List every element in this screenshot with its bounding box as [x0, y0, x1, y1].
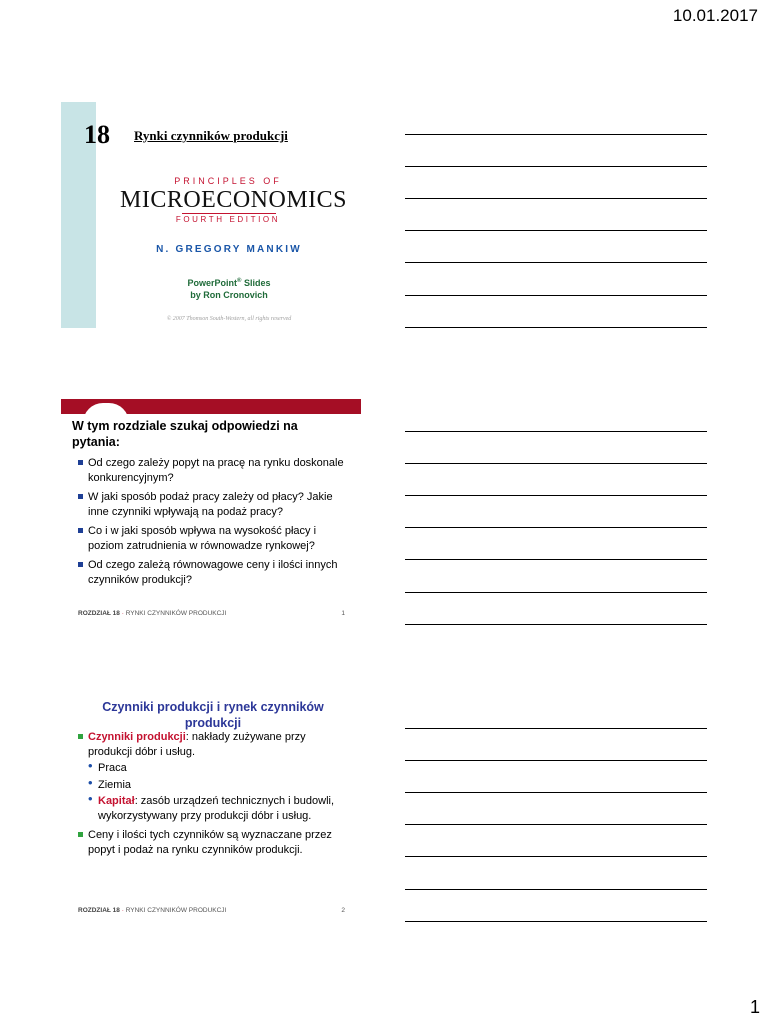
square-bullet-icon — [78, 494, 83, 499]
note-line — [405, 728, 707, 729]
list-item: W jaki sposób podaż pracy zależy od płacy? Jakie inne czynniki wpływają na podaż pracy? — [78, 490, 348, 519]
dot-bullet-icon: • — [88, 774, 93, 790]
slide-footer — [78, 610, 345, 617]
note-line — [405, 431, 707, 432]
list-item: Od czego zależy popyt na pracę na rynku doskonale konkurencyjnym? — [78, 456, 348, 485]
note-line — [405, 856, 707, 857]
slide-footer — [78, 907, 345, 914]
book-title: MICROECONOMICS — [120, 187, 348, 213]
note-line — [405, 230, 707, 231]
chapter-title: Rynki czynników produkcji — [134, 128, 288, 143]
factor-sublist — [88, 758, 348, 823]
dot-bullet-icon: • — [88, 758, 93, 773]
slide-heading: W tym rozdziale szukaj odpowiedzi na pytania: — [72, 419, 298, 449]
footer-separator: · — [121, 610, 124, 617]
print-date: 10.01.2017 — [672, 6, 758, 25]
note-line — [405, 295, 707, 296]
note-line — [405, 921, 707, 922]
note-line — [405, 792, 707, 793]
note-line — [405, 592, 707, 593]
square-bullet-icon — [78, 832, 83, 837]
footer-title: RYNKI CZYNNIKÓW PRODUKCJI — [125, 610, 227, 617]
note-line — [405, 624, 707, 625]
note-line — [405, 198, 707, 199]
note-line — [405, 527, 707, 528]
content-list — [78, 730, 348, 862]
footer-title: RYNKI CZYNNIKÓW PRODUKCJI — [125, 907, 227, 914]
list-item: Ceny i ilości tych czynników są wyznaczane przez popyt i podaż na rynku czynników produkcji. — [78, 828, 348, 857]
term-capital: Kapitał — [98, 795, 135, 807]
list-item: Od czego zależą równowagowe ceny i ilości innych czynników produkcji? — [78, 558, 348, 587]
footer-chapter: ROZDZIAŁ 18 — [78, 610, 120, 617]
note-line — [405, 463, 707, 464]
term-factors: Czynniki produkcji — [88, 731, 186, 743]
slides-author: by Ron Cronovich — [190, 290, 268, 300]
registered-mark: ® — [237, 278, 242, 284]
sublist-item: • Praca — [88, 758, 127, 774]
book-author: N. GREGORY MANKIW — [156, 244, 302, 255]
note-line — [405, 262, 707, 263]
list-item: Co i w jaki sposób wpływa na wysokość płacy i poziom zatrudnienia w równowadze rynkowej? — [78, 524, 348, 553]
slide-number: 2 — [341, 907, 345, 914]
square-bullet-icon — [78, 562, 83, 567]
slides-credit — [150, 275, 308, 301]
note-line — [405, 495, 707, 496]
slides-label: Slides — [241, 278, 271, 288]
slide-heading: Czynniki produkcji i rynek czynników produkcji — [102, 700, 324, 730]
dot-bullet-icon: • — [88, 791, 93, 806]
question-list — [78, 456, 348, 592]
note-line — [405, 760, 707, 761]
note-line — [405, 559, 707, 560]
copyright-notice: © 2007 Thomson South-Western, all rights reserved — [166, 316, 292, 322]
note-line — [405, 824, 707, 825]
square-bullet-icon — [78, 460, 83, 465]
title-divider — [182, 213, 276, 214]
sublist-item: • Ziemia — [88, 774, 132, 791]
powerpoint-label: PowerPoint — [187, 278, 238, 288]
chapter-number: 18 — [84, 120, 110, 149]
note-line — [405, 327, 707, 328]
note-line — [405, 889, 707, 890]
footer-separator: · — [121, 907, 124, 914]
list-item: Czynniki produkcji: nakłady zużywane przy produkcji dóbr i usług. • Praca • Ziemia • Kapitał: zasób urządzeń technicznych i budowli, wykorzystywany przy produkcji dóbr i usług. — [78, 730, 348, 823]
book-series-label: PRINCIPLES OF — [174, 176, 282, 186]
sublist-item: • Kapitał: zasób urządzeń technicznych i budowli, wykorzystywany przy produkcji dóbr i usług. — [88, 791, 335, 822]
note-line — [405, 166, 707, 167]
footer-chapter: ROZDZIAŁ 18 — [78, 907, 120, 914]
note-line — [405, 134, 707, 135]
slide-number: 1 — [341, 610, 345, 617]
square-bullet-icon — [78, 734, 83, 739]
book-edition: FOURTH EDITION — [175, 215, 281, 224]
page-number: 1 — [749, 997, 760, 1017]
square-bullet-icon — [78, 528, 83, 533]
